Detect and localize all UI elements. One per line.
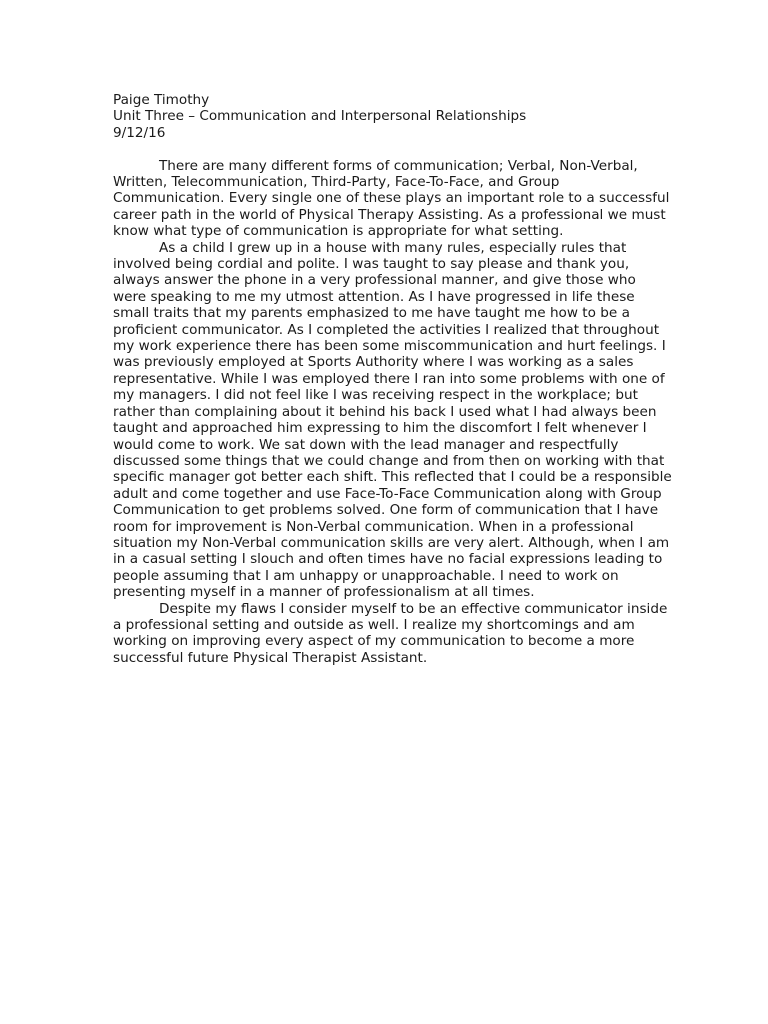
- body-paragraph-3: Despite my flaws I consider myself to be an effective communicator inside a professional setting and outside as well. I realize my shortcomings and am working on improving every aspect of my communication to become a more successful future Physical Therapist Assistant.: [113, 600, 668, 666]
- body-paragraph-1: There are many different forms of communication; Verbal, Non-Verbal, Written, Telecommunication, Third-Party, Face-To-Face, and Group Communication. Every single one of these plays an important role to a successful career path in the world of Physical Therapy Assisting. As a professional we must know what type of communication is appropriate for what setting.: [113, 157, 670, 240]
- body-paragraph-2: As a child I grew up in a house with many rules, especially rules that involved being cordial and polite. I was taught to say please and thank you, always answer the phone in a very professional manner, and give those who were speaking to me my utmost attention. As I have progressed in life these small traits that my parents emphasized to me have taught me how to be a proficient communicator. As I completed the activities I realized that throughout my work experience there has been some miscommunication and hurt feelings. I was previously employed at Sports Authority where I was working as a sales representative. While I was employed there I ran into some problems with one of my managers. I did not feel like I was receiving respect in the workplace; but rather than complaining about it behind his back I used what I had always been taught and approached him expressing to him the discomfort I felt whenever I would come to work. We sat down with the lead manager and respectfully discussed some things that we could change and from then on working with that specific manager got better each shift. This reflected that I could be a responsible adult and come together and use Face-To-Face Communication along with Group Communication to get problems solved. One form of communication that I have room for improvement is Non-Verbal communication. When in a professional situation my Non-Verbal communication skills are very alert. Although, when I am in a casual setting I slouch and often times have no facial expressions leading to people assuming that I am unhappy or unapproachable. I need to work on presenting myself in a manner of professionalism at all times.: [113, 239, 672, 601]
- document-date: 9/12/16: [113, 124, 166, 141]
- header-spacer: [113, 141, 673, 157]
- author-name: Paige Timothy: [113, 92, 210, 108]
- document-page: [113, 92, 673, 666]
- unit-title: Unit Three – Communication and Interpersonal Relationships: [113, 108, 527, 125]
